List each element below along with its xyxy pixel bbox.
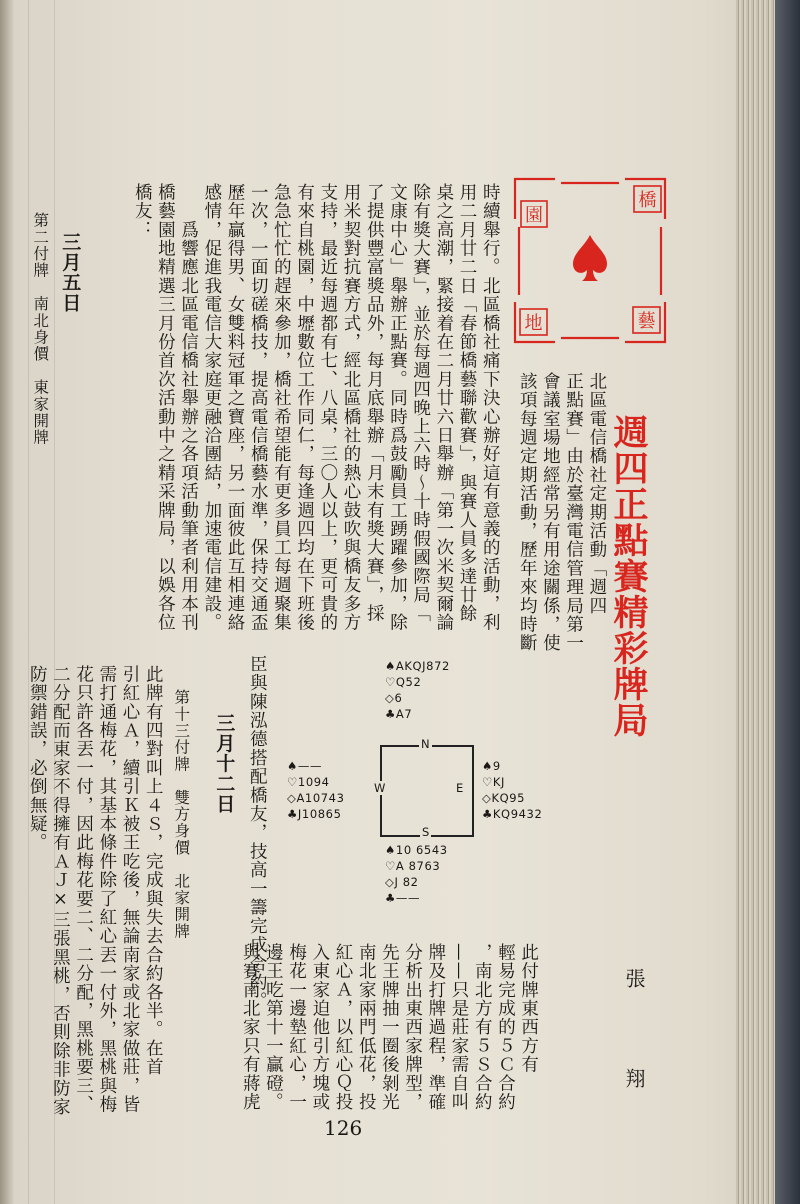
- compass-west: W: [374, 781, 386, 795]
- north-hand: [385, 658, 450, 722]
- bridge-deal-diagram: [280, 655, 543, 905]
- compass-north: N: [421, 737, 430, 751]
- second-analysis: 此牌有四對叫上４Ｓ，完成與失去合約各半。在首 引紅心Ａ，續引Ｋ被王吃後，無論南家或北家做莊，皆 需打通梅花，其基本條件除了紅心丟一付外，黑桃與梅 花只許各丟一付，因此梅花要二、二分配，黑桃要三、 二分配而東家不得擁有ＡＪ×三張黑桃，否則除非防家 防禦錯誤，必倒無疑。: [27, 665, 164, 1117]
- author-name: 張 翔: [622, 968, 646, 1118]
- bridge-garden-logo: [513, 177, 667, 344]
- book-cover: [775, 0, 800, 1204]
- compass-east: E: [456, 781, 464, 795]
- east-clubs: ♣KQ9432: [482, 807, 543, 821]
- compass-south: S: [422, 825, 430, 839]
- south-hearts: ♡A 8763: [385, 859, 441, 873]
- west-hand: [287, 758, 345, 822]
- article-body: 時續舉行。北區橋社痛下決心辦好這有意義的活動，利 用二月廿二日「春節橋藝聯歡賽」，與賽人員多達廿餘 桌之高潮，緊接着在二月廿六日舉辦「第一次米契爾論 除有獎大賽」，並於每週四晚上六時～十時假國際局「 文康中心」舉辦正點賽。同時爲鼓勵員工踴躍參加，除 了提供豐富獎品外，每月底舉辦「月末有獎大賽」，採 用米契對抗賽方式，經北區橋社的熱心鼓吹與橋友多方 支持，最近每週都有七、八桌，三〇人以上，更可貴的 有來自桃園，中壢數位工作同仁，每逢週四均在下班後 急急忙忙的趕來參加，橋社希望能有更多員工每週聚集 一次，一面切磋橋技，提高電信橋藝水準，保持交通盃 歷年贏得男、女雙料冠軍之寶座，另一面彼此互相連絡 感情，促進我電信大家庭更融洽團結，加速電信建設。 爲響應北區電信橋社舉辦之各項活動筆者利用本刊 橋藝園地精選三月份首次活動中之精采牌局，以娛各位 橋友：: [132, 183, 501, 632]
- south-diamonds: ◇J 82: [385, 875, 419, 889]
- winners-line: 臣與陳泓德搭配橋友，技高一籌完成合約。: [247, 655, 268, 1011]
- east-diamonds: ◇KQ95: [482, 791, 526, 805]
- north-spades: ♠AKQJ872: [385, 659, 450, 673]
- south-hand: [385, 842, 448, 906]
- section-heading-march-12: 三月十二日: [213, 713, 236, 814]
- west-spades: ♠——: [287, 759, 323, 773]
- analysis-paragraph: 此付牌東西方有 輕易完成的５Ｃ合約 ，南北方有５Ｓ合約 ——只是莊家需自叫 牌及打牌過程，準確 分析出東西家牌型， 先王牌抽一圈後剝光 南北家兩門低花，投 紅心Ａ，以紅心Ｑ投 入東家迫他引方塊或 梅花一邊墊紅心，一 邊王吃第十一贏磴。 與賽南北家只有蔣虎: [240, 943, 539, 1112]
- south-clubs: ♣——: [385, 891, 421, 905]
- section-heading-march-5: 三月五日: [59, 232, 82, 313]
- east-spades: ♠9: [482, 759, 501, 773]
- logo-char-right: 藝: [637, 311, 656, 332]
- logo-char-left: 園: [525, 205, 543, 226]
- north-hearts: ♡Q52: [385, 675, 422, 689]
- page-number: 126: [324, 1116, 363, 1140]
- logo-char-bottom: 地: [524, 313, 543, 334]
- east-hand: [482, 758, 542, 822]
- article-title: 週四正點賽精彩牌局: [608, 414, 648, 738]
- west-diamonds: ◇A10743: [287, 791, 345, 805]
- south-spades: ♠10 6543: [385, 843, 448, 857]
- board-info-march-5: 第二付牌 南北身價 東家開牌: [31, 212, 50, 446]
- north-diamonds: ◇6: [385, 691, 403, 705]
- page-gutter: [0, 0, 14, 1204]
- intro-paragraph: 北區電信橋社定期活動「週四 正點賽」由於臺灣電信管理局第一 會議室場地經常另有用途關係，使 該項每週定期活動，歷年來均時斷: [517, 372, 607, 653]
- west-hearts: ♡1094: [287, 775, 330, 789]
- north-clubs: ♣A7: [385, 707, 413, 721]
- logo-char-top: 橋: [638, 190, 657, 211]
- east-hearts: ♡KJ: [482, 775, 506, 789]
- spade-icon: [573, 235, 607, 281]
- board-info-march-12: 第十三付牌 雙方身價 北家開牌: [172, 689, 191, 940]
- west-clubs: ♣J10865: [287, 807, 342, 821]
